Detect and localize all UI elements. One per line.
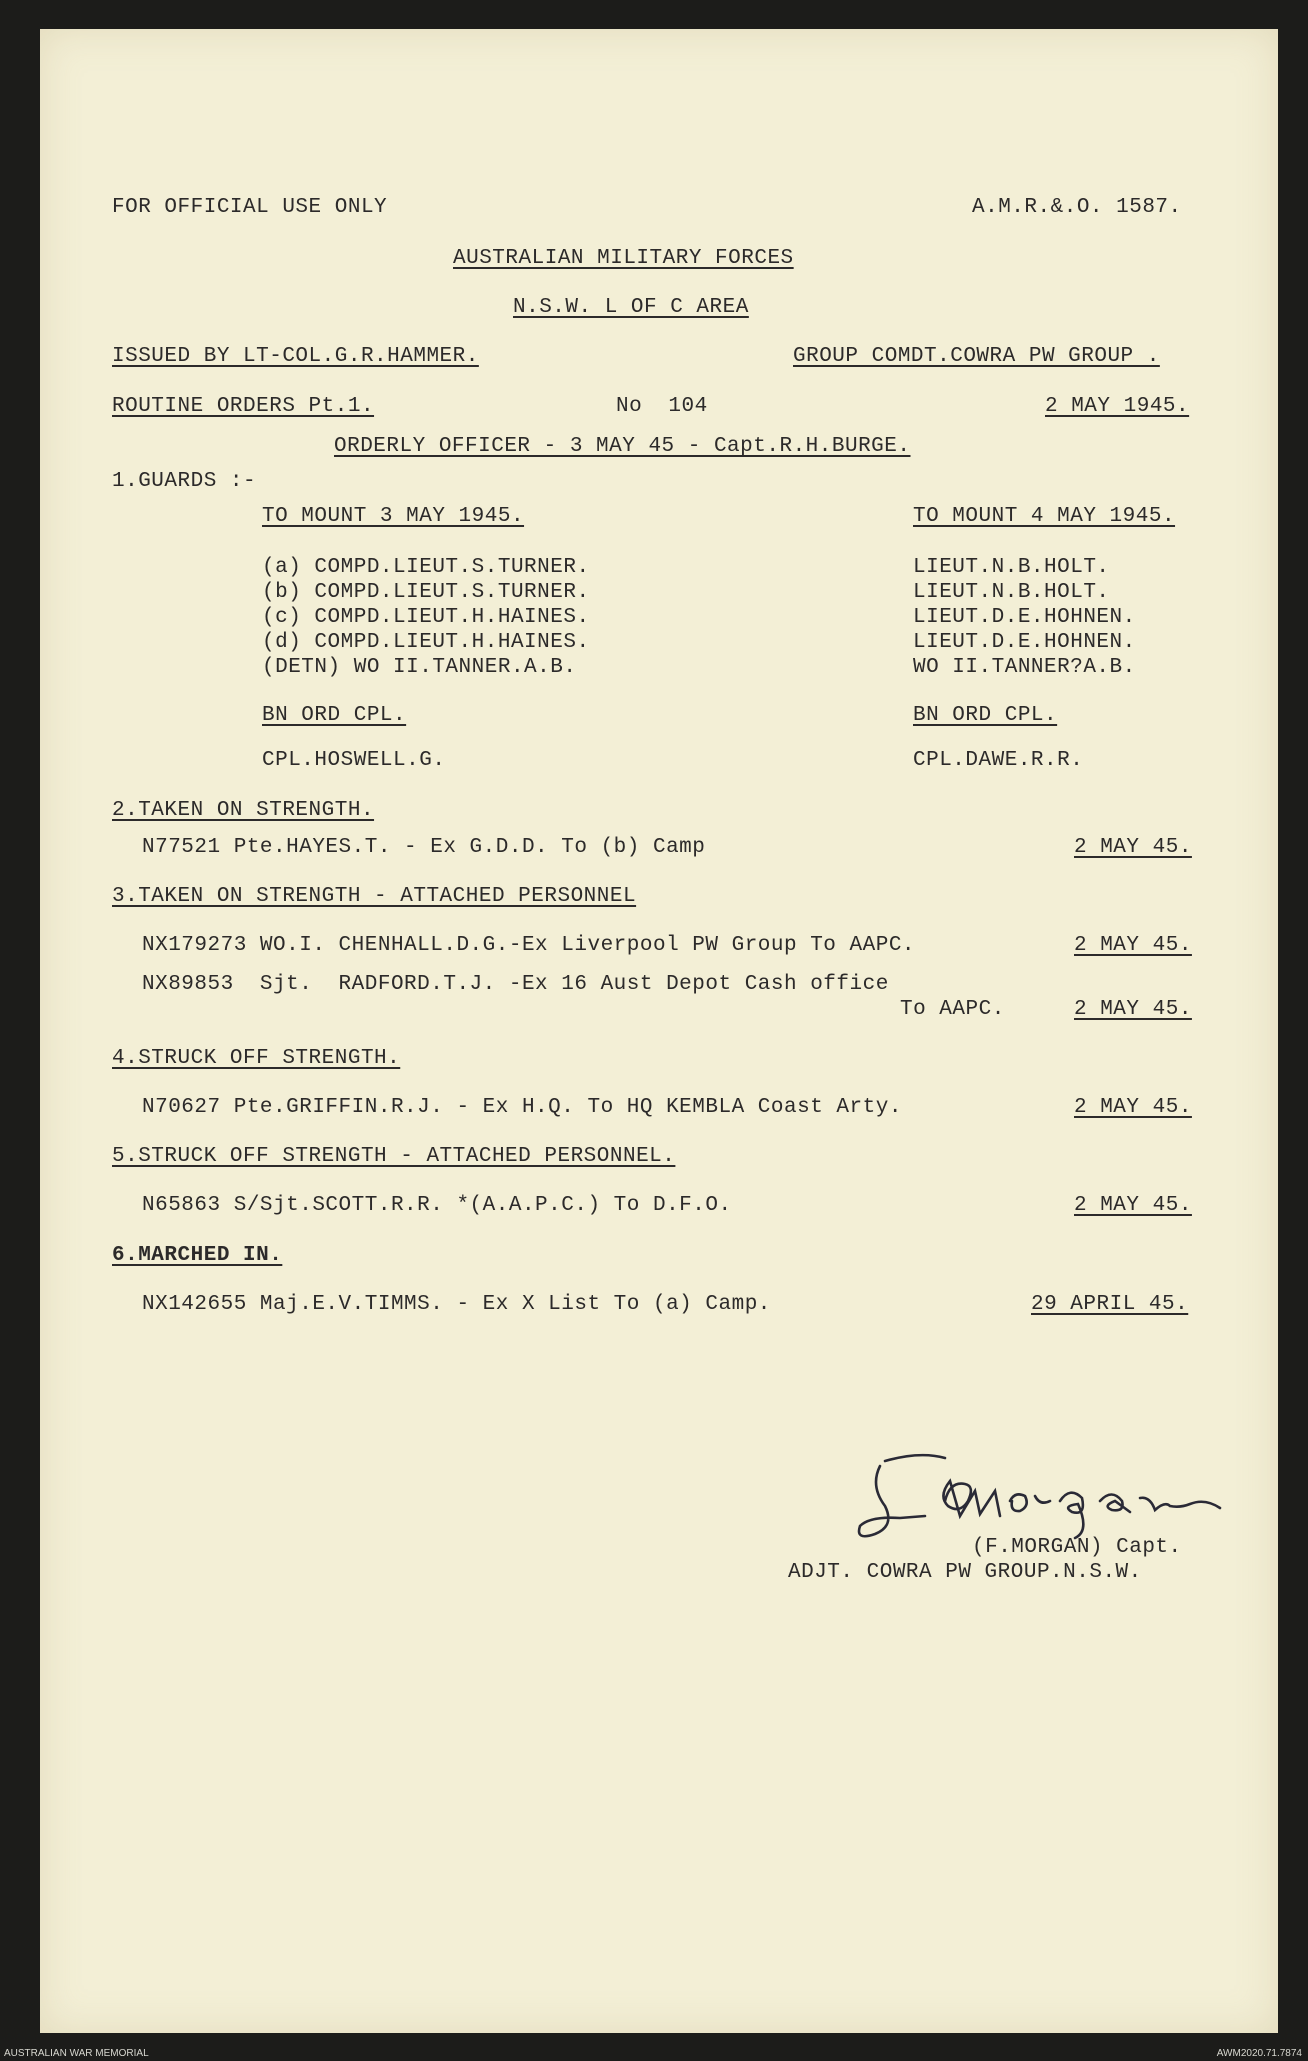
footer-accession: AWM2020.71.7874 [1216,2048,1302,2059]
guards-heading: 1.GUARDS :- [112,470,257,493]
section-3-entry-continued: To AAPC. [900,998,1005,1021]
section-2-date: 2 MAY 45. [1074,836,1192,859]
guard-right-row: LIEUT.N.B.HOLT. [913,581,1110,604]
section-3-date: 2 MAY 45. [1074,934,1192,957]
section-5-date: 2 MAY 45. [1074,1194,1192,1217]
order-number: No 104 [616,395,708,418]
section-2-title: 2.TAKEN ON STRENGTH. [112,799,375,822]
section-3-date: 2 MAY 45. [1074,998,1192,1021]
section-6-date: 29 APRIL 45. [1031,1293,1189,1316]
area-title: N.S.W. L OF C AREA [513,296,749,319]
footer-institution: AUSTRALIAN WAR MEMORIAL [4,2048,149,2059]
section-4-date: 2 MAY 45. [1074,1096,1192,1119]
section-3-entry: NX89853 Sjt. RADFORD.T.J. -Ex 16 Aust Depot Cash office [142,973,889,996]
section-6-title: 6.MARCHED IN. [112,1244,283,1267]
organisation-title: AUSTRALIAN MILITARY FORCES [453,247,794,270]
guard-left-row: (b) COMPD.LIEUT.S.TURNER. [262,581,590,604]
section-4-entry: N70627 Pte.GRIFFIN.R.J. - Ex H.Q. To HQ KEMBLA Coast Arty. [142,1096,902,1119]
section-5-entry: N65863 S/Sjt.SCOTT.R.R. *(A.A.P.C.) To D.F.O. [142,1194,732,1217]
right-ord-cpl: CPL.DAWE.R.R. [913,749,1084,772]
paper-sheet [40,29,1278,2033]
section-6-entry: NX142655 Maj.E.V.TIMMS. - Ex X List To (a) Camp. [142,1293,771,1316]
guard-left-row: (a) COMPD.LIEUT.S.TURNER. [262,556,590,579]
left-ord-cpl-heading: BN ORD CPL. [262,704,407,727]
signatory-title: ADJT. COWRA PW GROUP.N.S.W. [788,1561,1142,1584]
left-ord-cpl: CPL.HOSWELL.G. [262,749,446,772]
guard-right-row: LIEUT.D.E.HOHNEN. [913,631,1136,654]
right-ord-cpl-heading: BN ORD CPL. [913,704,1058,727]
group-commandant: GROUP COMDT.COWRA PW GROUP . [793,345,1160,368]
guards-left-heading: TO MOUNT 3 MAY 1945. [262,505,525,528]
guard-right-row: LIEUT.N.B.HOLT. [913,556,1110,579]
reference-number: A.M.R.&.O. 1587. [972,196,1182,219]
routine-orders: ROUTINE ORDERS Pt.1. [112,395,375,418]
order-date: 2 MAY 1945. [1045,395,1190,418]
section-5-title: 5.STRUCK OFF STRENGTH - ATTACHED PERSONNEL. [112,1145,676,1168]
guards-right-heading: TO MOUNT 4 MAY 1945. [913,505,1176,528]
guard-left-row: (DETN) WO II.TANNER.A.B. [262,656,577,679]
signatory-name: (F.MORGAN) Capt. [972,1536,1182,1559]
classification: FOR OFFICIAL USE ONLY [112,196,388,219]
guard-left-row: (c) COMPD.LIEUT.H.HAINES. [262,606,590,629]
section-3-title: 3.TAKEN ON STRENGTH - ATTACHED PERSONNEL [112,885,637,908]
section-3-entry: NX179273 WO.I. CHENHALL.D.G.-Ex Liverpool PW Group To AAPC. [142,934,916,957]
guard-left-row: (d) COMPD.LIEUT.H.HAINES. [262,631,590,654]
handwritten-signature [850,1446,1240,1546]
orderly-officer: ORDERLY OFFICER - 3 MAY 45 - Capt.R.H.BURGE. [334,435,911,458]
section-2-entry: N77521 Pte.HAYES.T. - Ex G.D.D. To (b) Camp [142,836,706,859]
issued-by: ISSUED BY LT-COL.G.R.HAMMER. [112,345,479,368]
section-4-title: 4.STRUCK OFF STRENGTH. [112,1047,401,1070]
guard-right-row: LIEUT.D.E.HOHNEN. [913,606,1136,629]
guard-right-row: WO II.TANNER?A.B. [913,656,1136,679]
